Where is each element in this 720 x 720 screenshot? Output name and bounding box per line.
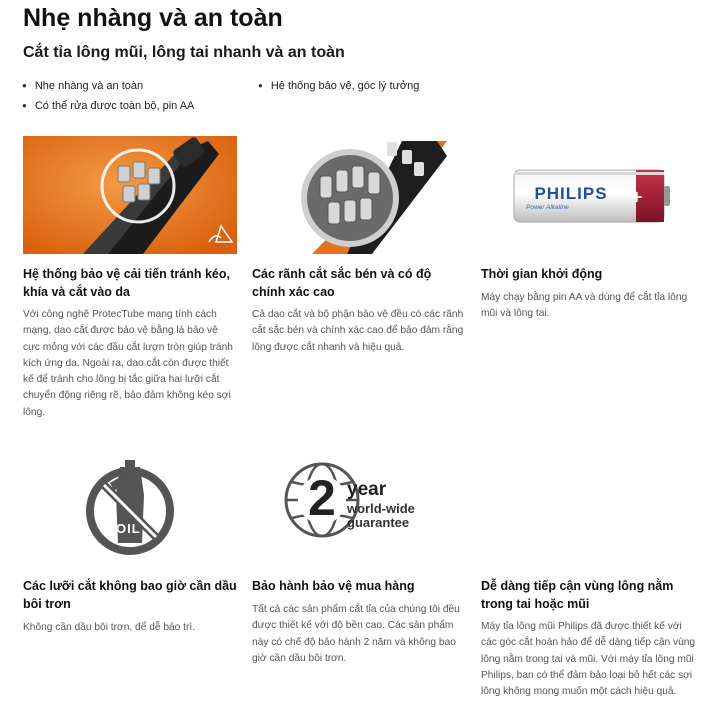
warranty-number: 2 (308, 470, 336, 526)
battery-subtext: Power Alkaline (526, 204, 569, 211)
warranty-line-2: world-wide (347, 501, 415, 516)
feature-description: Cả dao cắt và bộ phận bảo vệ đều có các rãnh cắt sắc bén và chính xác cao để bảo đảm rằng lông được cắt nhanh và hiệu quả. (252, 309, 464, 353)
oil-label: OIL (116, 521, 141, 536)
feature-title: Thời gian khởi động (481, 267, 603, 281)
warranty-line-1: year (347, 479, 387, 500)
battery-image (480, 136, 694, 254)
feature-title: Bảo hành bảo vệ mua hàng (252, 579, 415, 593)
feature-description: Với công nghệ ProtecTube mang tính cách mạng, dao cắt được bảo vệ bằng lá bảo vệ cực mỏng với các đầu cắt lượn tròn giúp tránh kích ứng da. Ngoài ra, dao cắt còn được thiết kế để tránh cho lông bị tắc giữa hai lưỡi cắt chuyển động riêng rẽ, bảo đảm không kéo sợi lông. (23, 309, 233, 418)
feature-description: Máy chạy bằng pin AA và dùng để cắt tỉa lông mũi và lông tai. (481, 292, 688, 320)
battery-brand: PHILIPS (534, 184, 608, 203)
feature-description: Tất cả các sản phẩm cắt tỉa của chúng tôi đều được thiết kế với độ bền cao. Các sản phẩm này có chế độ bảo hành 2 năm và không bao giờ cần dầu bôi trơn. (252, 604, 460, 664)
feature-title: Dễ dàng tiếp cận vùng lông nằm trong tai hoặc mũi (481, 579, 674, 611)
protectube-image (23, 136, 237, 254)
cutting-grooves-image (252, 136, 466, 254)
bullet-item: ● Nhẹ nhàng và an toàn (22, 80, 143, 92)
bullet-item: ● Hệ thống bảo vệ, góc lý tưởng (258, 80, 419, 92)
trimmer-grooves-illustration (252, 136, 466, 254)
feature-title: Các rãnh cắt sắc bén và có độ chính xác cao (252, 267, 432, 299)
warranty-icon (284, 460, 454, 550)
warranty-line-3: guarantee (347, 515, 410, 530)
bullet-item: ● Có thể rửa được toàn bộ, pin AA (22, 100, 194, 112)
trimmer-protect-illustration (23, 136, 237, 254)
page-subtitle: Cắt tỉa lông mũi, lông tai nhanh và an toàn (23, 44, 345, 61)
page-title: Nhẹ nhàng và an toàn (23, 4, 283, 32)
feature-description: Máy tỉa lông mũi Philips đã được thiết kế với các góc cắt hoàn hảo để dễ dàng tiếp cận vùng lông nằm trong tai và mũi. Với máy tỉa lông mũi Philips, bạn có thể đảm bảo loại bỏ hết các sợi lông không mong muốn một cách hiệu quả. (481, 621, 696, 698)
feature-title: Hệ thống bảo vệ cải tiến tránh kéo, khía và cắt vào da (23, 267, 230, 299)
svg-text:+: + (630, 187, 644, 206)
feature-description: Không cần dầu bôi trơn, để dễ bảo trì. (23, 622, 196, 633)
feature-title: Các lưỡi cắt không bao giờ cần dầu bôi trơn (23, 579, 237, 611)
no-oil-icon (80, 455, 180, 555)
